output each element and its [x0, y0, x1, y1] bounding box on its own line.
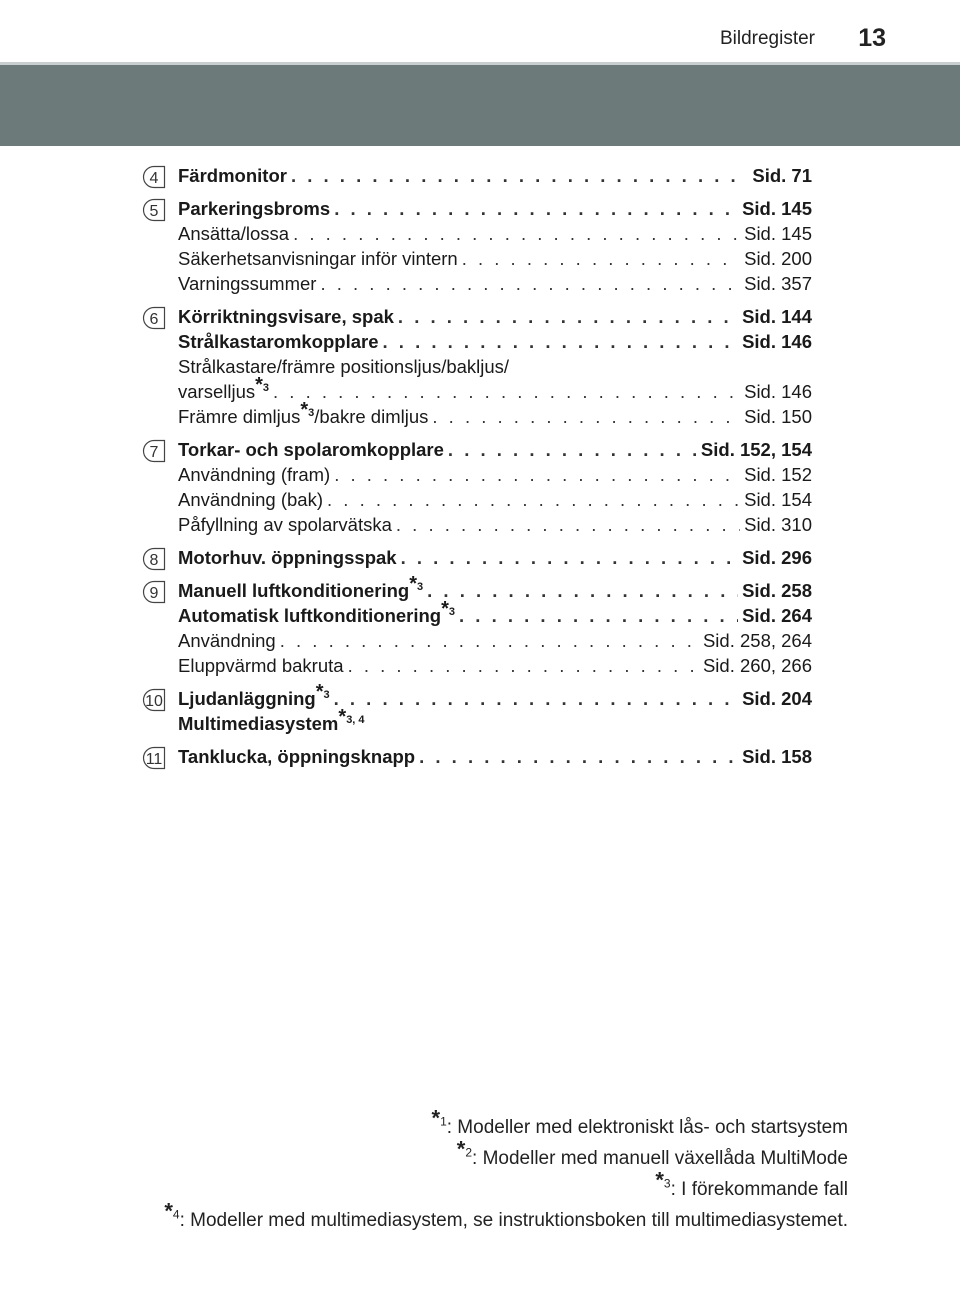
footnote-star: * [300, 398, 309, 421]
page-reference[interactable]: Sid. 310 [744, 514, 812, 535]
entry-label-text: Varningssummer [178, 273, 317, 294]
dot-leader [348, 653, 699, 678]
dot-leader [327, 487, 740, 512]
index-entry[interactable] [178, 329, 812, 354]
dot-leader [273, 379, 740, 404]
dot-leader [396, 512, 740, 537]
entry-label-text: Användning [178, 630, 276, 651]
index-entry[interactable] [178, 221, 812, 246]
entry-label [178, 572, 424, 603]
index-group [149, 163, 812, 188]
number-marker-icon [142, 165, 166, 189]
number-marker-icon [142, 439, 166, 463]
entry-label [178, 196, 330, 221]
page-reference[interactable]: Sid. 150 [744, 406, 812, 427]
entry-label [178, 680, 330, 711]
page-reference[interactable]: Sid. 152 [744, 464, 812, 485]
index-entry[interactable] [178, 628, 812, 653]
index-group [145, 680, 812, 736]
footnote-star: * [431, 1105, 441, 1131]
dot-leader [334, 196, 738, 221]
page-reference[interactable]: Sid. 145 [744, 223, 812, 244]
footnote-ref: 3, 4 [346, 713, 365, 726]
grey-banner [0, 65, 960, 146]
page-reference[interactable]: Sid. 144 [742, 306, 812, 327]
entry-label [178, 163, 287, 188]
footnote-number: 2 [465, 1145, 473, 1160]
footnote-star: * [655, 1167, 664, 1193]
footnote-ref: 3 [323, 688, 330, 701]
dot-leader [334, 686, 738, 711]
index-entry[interactable] [178, 373, 812, 404]
marker-number: 9 [149, 585, 159, 602]
entry-label-post: /bakre dimljus [314, 406, 429, 427]
dot-leader [293, 221, 740, 246]
entry-label [178, 597, 456, 628]
index-entry[interactable] [178, 462, 812, 487]
index-group [149, 196, 812, 296]
index-entry[interactable] [178, 487, 812, 512]
entry-label-text: Torkar- och spolaromkopplare [178, 439, 444, 460]
footnotes [88, 1105, 848, 1236]
dot-leader [419, 744, 738, 769]
dot-leader [459, 603, 738, 628]
entry-label [178, 744, 415, 769]
number-marker-icon [142, 306, 166, 330]
footnote [88, 1198, 848, 1236]
dot-leader [432, 404, 740, 429]
entry-label-text: Tanklucka, öppningsknapp [178, 746, 416, 767]
index-group [149, 437, 812, 537]
dot-leader [448, 437, 697, 462]
marker-number: 11 [145, 751, 163, 768]
index-entry[interactable] [178, 437, 812, 462]
page-reference[interactable]: Sid. 158 [742, 746, 812, 767]
dot-leader [320, 271, 740, 296]
marker-number: 4 [149, 170, 159, 187]
entry-label [178, 628, 276, 653]
index-entry[interactable] [178, 705, 812, 736]
page-reference[interactable]: Sid. 71 [752, 165, 812, 186]
footnote-star: * [164, 1198, 173, 1224]
dot-leader [383, 329, 739, 354]
dot-leader [334, 462, 740, 487]
page-reference[interactable]: Sid. 204 [742, 688, 812, 709]
entry-label [178, 221, 289, 246]
entry-label [178, 437, 444, 462]
footnote-star: * [338, 705, 347, 728]
footnote-text: : Modeller med multimediasystem, se instruktionsboken till multimediasystemet. [179, 1210, 848, 1231]
page-reference[interactable]: Sid. 145 [742, 198, 812, 219]
number-marker-icon [142, 580, 166, 604]
footnote-number: 4 [172, 1207, 180, 1222]
entry-label [178, 304, 394, 329]
index-entry[interactable] [178, 246, 812, 271]
index-entry[interactable] [178, 597, 812, 628]
dot-leader [462, 246, 740, 271]
dot-leader [291, 163, 748, 188]
index-list [145, 163, 812, 777]
dot-leader [401, 545, 738, 570]
entry-label-text: Färdmonitor [178, 165, 287, 186]
page-header [0, 0, 960, 62]
marker-number: 10 [145, 693, 163, 710]
footnote-star: * [409, 572, 418, 595]
entry-label [178, 373, 270, 404]
footnote-ref: 3 [417, 580, 424, 593]
footnote [88, 1167, 848, 1205]
index-entry[interactable] [178, 572, 812, 603]
page-reference[interactable]: Sid. 357 [744, 273, 812, 294]
entry-label [178, 462, 330, 487]
footnote-star: * [456, 1136, 466, 1162]
dot-leader [427, 578, 738, 603]
entry-label-line: Strålkastare/främre positionsljus/bakljus/ [178, 356, 510, 377]
entry-label-text: Manuell luftkonditionering [178, 580, 410, 601]
footnote-star: * [315, 680, 324, 703]
footnote-ref: 3 [262, 381, 270, 394]
footnote-ref: 3 [308, 406, 315, 419]
footnote-star: * [441, 597, 449, 620]
page-reference[interactable]: Sid. 260, 266 [702, 655, 812, 676]
marker-number: 8 [149, 552, 159, 569]
dot-leader [280, 628, 699, 653]
page-reference[interactable]: Sid. 154 [744, 489, 812, 510]
number-marker-icon [142, 198, 166, 222]
number-marker-icon [142, 547, 166, 571]
entry-label-text: Multimediasystem [178, 713, 339, 734]
entry-label [178, 487, 323, 512]
entry-label [178, 271, 316, 296]
entry-label-text: Körriktningsvisare, spak [178, 306, 394, 327]
page-reference[interactable]: Sid. 258, 264 [702, 630, 812, 651]
page-reference[interactable]: Sid. 146 [742, 331, 812, 352]
page-reference[interactable]: Sid. 296 [742, 547, 812, 568]
index-entry[interactable] [178, 163, 812, 188]
index-entry[interactable] [178, 398, 812, 429]
footnote-text: : I förekommande fall [670, 1179, 848, 1200]
entry-label [178, 512, 392, 537]
number-marker-icon [142, 746, 166, 770]
index-entry[interactable] [178, 680, 812, 711]
index-entry[interactable] [178, 512, 812, 537]
index-entry[interactable] [178, 545, 812, 570]
page-reference[interactable]: Sid. 200 [744, 248, 812, 269]
entry-label [178, 329, 379, 354]
number-marker-icon [142, 688, 166, 712]
footnote [88, 1105, 848, 1143]
page-number: 13 [858, 24, 886, 52]
entry-label-text: Användning (fram) [178, 464, 331, 485]
index-entry[interactable] [178, 744, 812, 769]
section-title: Bildregister [719, 28, 815, 49]
page-reference[interactable]: Sid. 152, 154 [700, 439, 812, 460]
entry-label [178, 545, 397, 570]
entry-label-text: Motorhuv. öppningsspak [178, 547, 397, 568]
marker-number: 5 [149, 203, 159, 220]
page-reference[interactable]: Sid. 146 [744, 381, 812, 402]
index-entry[interactable] [178, 196, 812, 221]
footnote-text: : Modeller med manuell växellåda MultiMode [472, 1148, 848, 1169]
marker-number: 6 [149, 311, 159, 328]
footnote-star: * [255, 373, 263, 396]
page-reference[interactable]: Sid. 264 [742, 605, 812, 626]
entry-label-text: Påfyllning av spolarvätska [178, 514, 392, 535]
entry-label-text: Ljudanläggning [178, 688, 316, 709]
index-group [145, 744, 812, 769]
footnote-number: 1 [440, 1114, 447, 1129]
entry-label-text: Eluppvärmd bakruta [178, 655, 344, 676]
index-entry[interactable] [178, 304, 812, 329]
footnote-number: 3 [663, 1176, 671, 1191]
footnote-text: : Modeller med elektroniskt lås- och startsystem [446, 1117, 848, 1138]
index-group [149, 304, 812, 429]
entry-label-text: Strålkastaromkopplare [178, 331, 379, 352]
marker-number: 7 [149, 444, 159, 461]
entry-label [178, 246, 458, 271]
page-reference[interactable]: Sid. 258 [742, 580, 812, 601]
index-group [149, 545, 812, 570]
entry-label-text: varselljus [178, 381, 256, 402]
footnote-ref: 3 [448, 605, 456, 618]
dot-leader [398, 304, 738, 329]
entry-label-text: Automatisk luftkonditionering [178, 605, 442, 626]
index-entry[interactable] [178, 271, 812, 296]
entry-label [178, 653, 344, 678]
entry-label-text: Främre dimljus [178, 406, 301, 427]
footnote [88, 1136, 848, 1174]
index-group [149, 572, 812, 678]
entry-label-text: Parkeringsbroms [178, 198, 331, 219]
entry-label [178, 398, 429, 429]
entry-label [178, 705, 365, 736]
entry-label-text: Ansätta/lossa [178, 223, 290, 244]
index-entry[interactable] [178, 653, 812, 678]
entry-label-text: Användning (bak) [178, 489, 324, 510]
entry-label-text: Säkerhetsanvisningar inför vintern [178, 248, 458, 269]
